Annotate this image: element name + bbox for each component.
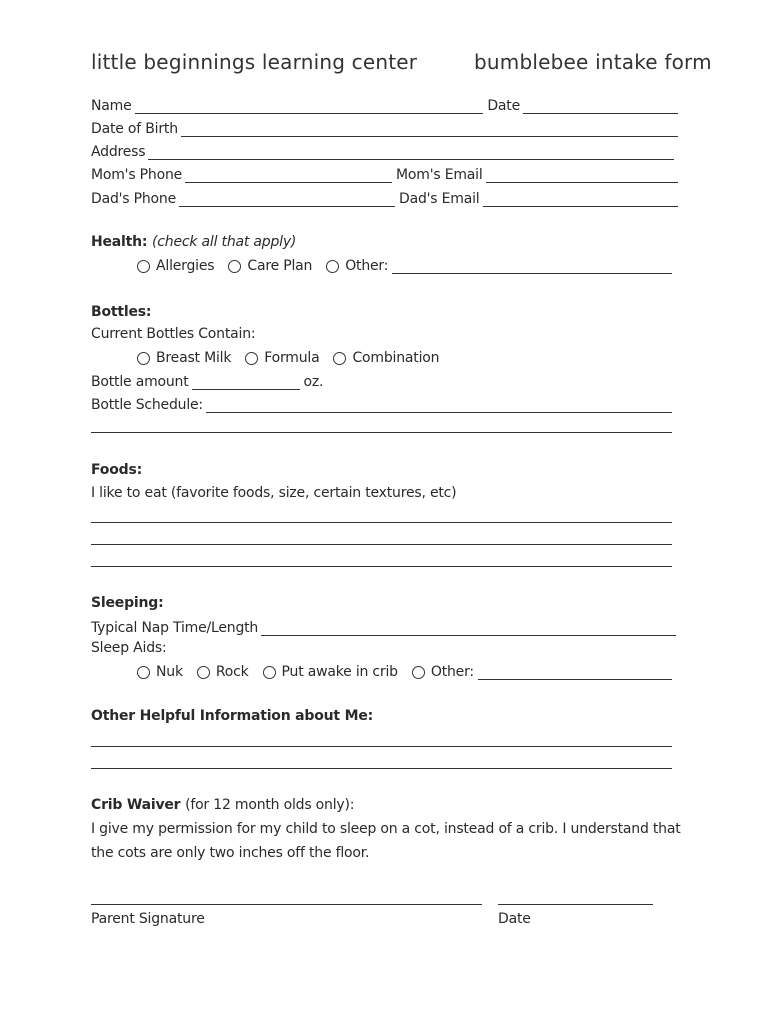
option-label: Put awake in crib — [281, 664, 398, 680]
name-label: Name — [91, 98, 132, 114]
bottle-option-formula[interactable] — [245, 350, 319, 366]
health-heading — [91, 234, 296, 250]
parent-signature-label: Parent Signature — [91, 911, 205, 927]
bottle-amount-field[interactable] — [192, 375, 300, 390]
parent-signature-line[interactable] — [91, 904, 482, 905]
checkbox-circle-icon[interactable] — [333, 352, 346, 365]
option-label: Other: — [430, 664, 474, 680]
sleep-aid-option-nuk[interactable] — [137, 664, 183, 680]
form-title: bumblebee intake form — [474, 50, 712, 74]
bottle-schedule-row — [91, 393, 672, 413]
address-field[interactable] — [148, 145, 674, 160]
address-row — [91, 140, 674, 160]
crib-waiver-heading-text: Crib Waiver — [91, 797, 181, 813]
sleep-aid-option-rock[interactable] — [197, 664, 249, 680]
crib-waiver-text: I give my permission for my child to sleep on a cot, instead of a crib. I understand that the cots are only two inches off the floor. — [91, 821, 681, 861]
nap-row — [91, 616, 676, 636]
checkbox-circle-icon[interactable] — [263, 666, 276, 679]
other-info-line[interactable] — [91, 768, 672, 769]
checkbox-circle-icon[interactable] — [412, 666, 425, 679]
address-label: Address — [91, 144, 146, 160]
foods-line[interactable] — [91, 522, 672, 523]
dad-email-label: Dad's Email — [399, 191, 480, 207]
option-label: Combination — [352, 350, 440, 366]
mom-phone-field[interactable] — [185, 168, 392, 183]
health-hint: (check all that apply) — [152, 234, 297, 250]
health-option-care-plan[interactable] — [228, 258, 312, 274]
bottle-schedule-extra-line[interactable] — [91, 432, 672, 433]
option-label: Care Plan — [247, 258, 313, 274]
health-option-other[interactable] — [326, 258, 388, 274]
other-info-line[interactable] — [91, 746, 672, 747]
nap-field[interactable] — [261, 621, 676, 636]
sleep-aid-other-field[interactable] — [478, 665, 672, 680]
option-label: Formula — [264, 350, 320, 366]
option-label: Allergies — [156, 258, 215, 274]
foods-line[interactable] — [91, 566, 672, 567]
signature-date-label: Date — [498, 911, 531, 927]
crib-waiver-heading — [91, 797, 354, 813]
foods-line[interactable] — [91, 544, 672, 545]
checkbox-circle-icon[interactable] — [197, 666, 210, 679]
date-label: Date — [487, 98, 520, 114]
bottles-heading: Bottles: — [91, 304, 152, 320]
bottles-contain-label: Current Bottles Contain: — [91, 326, 256, 342]
health-option-allergies[interactable] — [137, 258, 214, 274]
checkbox-circle-icon[interactable] — [137, 260, 150, 273]
health-heading-text: Health: — [91, 234, 148, 250]
option-label: Breast Milk — [156, 350, 232, 366]
option-label: Nuk — [156, 664, 183, 680]
signature-date-line[interactable] — [498, 904, 653, 905]
date-field[interactable] — [523, 99, 678, 114]
dad-email-field[interactable] — [483, 192, 679, 207]
mom-email-field[interactable] — [486, 168, 678, 183]
health-other-field[interactable] — [392, 259, 672, 274]
health-options — [137, 255, 672, 277]
mom-phone-label: Mom's Phone — [91, 167, 183, 183]
bottle-amount-unit: oz. — [303, 374, 324, 390]
dob-label: Date of Birth — [91, 121, 178, 137]
other-info-heading: Other Helpful Information about Me: — [91, 708, 374, 724]
dad-phone-field[interactable] — [179, 192, 395, 207]
crib-waiver-note: (for 12 month olds only): — [185, 797, 355, 813]
checkbox-circle-icon[interactable] — [137, 666, 150, 679]
checkbox-circle-icon[interactable] — [245, 352, 258, 365]
sleep-aid-options — [137, 661, 672, 683]
foods-prompt: I like to eat (favorite foods, size, certain textures, etc) — [91, 485, 457, 501]
dob-field[interactable] — [181, 122, 678, 137]
bottle-schedule-field[interactable] — [206, 398, 672, 413]
bottle-option-breast-milk[interactable] — [137, 350, 231, 366]
bottle-option-combination[interactable] — [333, 350, 439, 366]
name-field[interactable] — [135, 99, 484, 114]
bottle-amount-row — [91, 370, 326, 390]
sleep-aid-option-other[interactable] — [412, 664, 474, 680]
checkbox-circle-icon[interactable] — [228, 260, 241, 273]
bottle-options — [137, 347, 453, 369]
checkbox-circle-icon[interactable] — [137, 352, 150, 365]
center-name-title: little beginnings learning center — [91, 50, 418, 74]
option-label: Rock — [215, 664, 249, 680]
nap-label: Typical Nap Time/Length — [91, 620, 259, 636]
sleep-aid-option-put-awake[interactable] — [263, 664, 398, 680]
sleeping-heading: Sleeping: — [91, 595, 164, 611]
bottle-amount-label: Bottle amount — [91, 374, 189, 390]
dad-contact-row — [91, 187, 678, 207]
dob-row — [91, 117, 678, 137]
mom-email-label: Mom's Email — [396, 167, 483, 183]
checkbox-circle-icon[interactable] — [326, 260, 339, 273]
sleep-aids-label: Sleep Aids: — [91, 640, 167, 656]
foods-heading: Foods: — [91, 462, 142, 478]
bottle-schedule-label: Bottle Schedule: — [91, 397, 203, 413]
name-date-row — [91, 94, 678, 114]
option-label: Other: — [345, 258, 389, 274]
mom-contact-row — [91, 163, 678, 183]
dad-phone-label: Dad's Phone — [91, 191, 177, 207]
